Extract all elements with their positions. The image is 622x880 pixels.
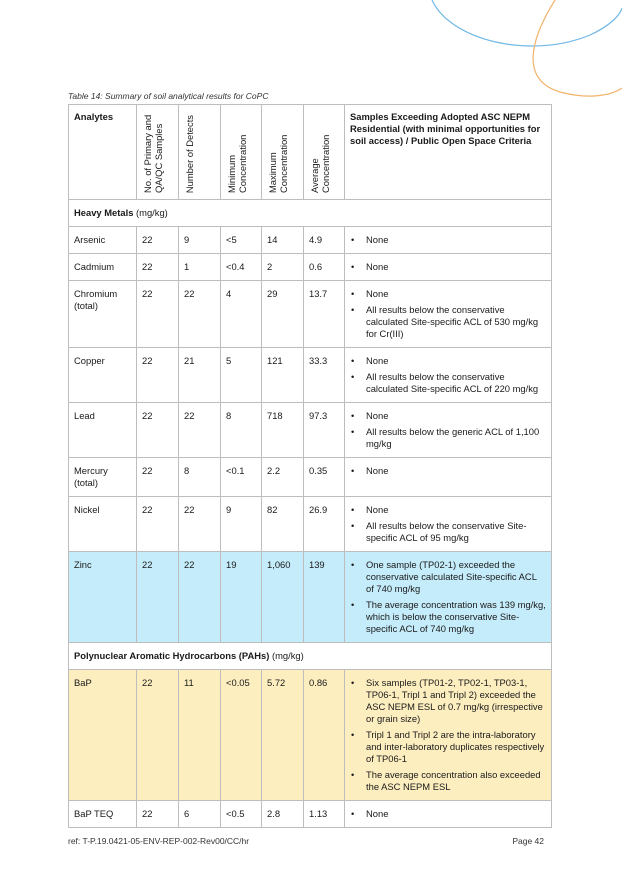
min-cell: 8 bbox=[221, 403, 262, 458]
header-num-detects: Number of Detects bbox=[179, 105, 221, 200]
samples-cell: 22 bbox=[137, 801, 179, 828]
samples-cell: 22 bbox=[137, 458, 179, 497]
table-row bbox=[69, 227, 552, 254]
section-heading bbox=[69, 643, 552, 670]
avg-cell: 26.9 bbox=[304, 497, 345, 552]
detects-cell: 22 bbox=[179, 552, 221, 643]
notes-list bbox=[350, 234, 546, 246]
avg-cell: 97.3 bbox=[304, 403, 345, 458]
notes-cell bbox=[345, 670, 552, 801]
blue-arc bbox=[432, 0, 622, 46]
detects-cell: 11 bbox=[179, 670, 221, 801]
analyte-cell: BaP TEQ bbox=[69, 801, 137, 828]
samples-cell: 22 bbox=[137, 497, 179, 552]
notes-list bbox=[350, 261, 546, 273]
max-cell: 5.72 bbox=[262, 670, 304, 801]
max-cell: 718 bbox=[262, 403, 304, 458]
notes-cell bbox=[345, 497, 552, 552]
notes-list bbox=[350, 504, 546, 544]
min-cell: <0.5 bbox=[221, 801, 262, 828]
detects-cell: 22 bbox=[179, 497, 221, 552]
table-caption: Table 14: Summary of soil analytical results for CoPC bbox=[68, 91, 269, 101]
samples-cell: 22 bbox=[137, 670, 179, 801]
max-cell: 2.8 bbox=[262, 801, 304, 828]
detects-cell: 22 bbox=[179, 403, 221, 458]
note-item: • None bbox=[350, 261, 546, 273]
analyte-cell: Copper bbox=[69, 348, 137, 403]
section-row bbox=[69, 200, 552, 227]
detects-cell: 22 bbox=[179, 281, 221, 348]
analyte-cell: Mercury (total) bbox=[69, 458, 137, 497]
samples-cell: 22 bbox=[137, 281, 179, 348]
note-item: • All results below the conservative calculated Site-specific ACL of 220 mg/kg bbox=[350, 371, 546, 395]
min-cell: <5 bbox=[221, 227, 262, 254]
detects-cell: 9 bbox=[179, 227, 221, 254]
min-cell: <0.1 bbox=[221, 458, 262, 497]
samples-cell: 22 bbox=[137, 227, 179, 254]
min-cell: <0.05 bbox=[221, 670, 262, 801]
notes-cell bbox=[345, 227, 552, 254]
max-cell: 1,060 bbox=[262, 552, 304, 643]
note-item: • None bbox=[350, 355, 546, 367]
min-cell: 9 bbox=[221, 497, 262, 552]
max-cell: 29 bbox=[262, 281, 304, 348]
header-min-conc: Minimum Concentration bbox=[221, 105, 262, 200]
notes-list bbox=[350, 465, 546, 477]
analyte-cell: Chromium (total) bbox=[69, 281, 137, 348]
section-title: Polynuclear Aromatic Hydrocarbons (PAHs) bbox=[74, 650, 270, 661]
min-cell: <0.4 bbox=[221, 254, 262, 281]
max-cell: 14 bbox=[262, 227, 304, 254]
avg-cell: 0.35 bbox=[304, 458, 345, 497]
note-item: • None bbox=[350, 410, 546, 422]
note-item: • Six samples (TP01-2, TP02-1, TP03-1, TP06-1, Tripl 1 and Tripl 2) exceeded the ASC NEPM ESL of 0.7 mg/kg (irrespective or grain size) bbox=[350, 677, 546, 725]
header-avg-conc: Average Concentration bbox=[304, 105, 345, 200]
avg-cell: 139 bbox=[304, 552, 345, 643]
table-row bbox=[69, 801, 552, 828]
notes-cell bbox=[345, 254, 552, 281]
note-item: • None bbox=[350, 234, 546, 246]
notes-list bbox=[350, 677, 546, 793]
section-unit: (mg/kg) bbox=[136, 207, 168, 218]
avg-cell: 4.9 bbox=[304, 227, 345, 254]
section-heading bbox=[69, 200, 552, 227]
table-row bbox=[69, 670, 552, 801]
samples-cell: 22 bbox=[137, 348, 179, 403]
table-row bbox=[69, 281, 552, 348]
max-cell: 121 bbox=[262, 348, 304, 403]
notes-cell bbox=[345, 552, 552, 643]
analyte-cell: Cadmium bbox=[69, 254, 137, 281]
header-analytes: Analytes bbox=[69, 105, 137, 200]
notes-list bbox=[350, 559, 546, 635]
note-item: • All results below the generic ACL of 1,100 mg/kg bbox=[350, 426, 546, 450]
analyte-cell: Arsenic bbox=[69, 227, 137, 254]
table-row bbox=[69, 348, 552, 403]
table-row bbox=[69, 497, 552, 552]
detects-cell: 8 bbox=[179, 458, 221, 497]
analyte-cell: BaP bbox=[69, 670, 137, 801]
orange-arc bbox=[533, 0, 622, 96]
notes-cell bbox=[345, 348, 552, 403]
note-item: • None bbox=[350, 465, 546, 477]
max-cell: 2 bbox=[262, 254, 304, 281]
notes-list bbox=[350, 808, 546, 820]
notes-cell bbox=[345, 458, 552, 497]
min-cell: 5 bbox=[221, 348, 262, 403]
avg-cell: 1.13 bbox=[304, 801, 345, 828]
note-item: • One sample (TP02-1) exceeded the conservative calculated Site-specific ACL of 740 mg/kg bbox=[350, 559, 546, 595]
samples-cell: 22 bbox=[137, 254, 179, 281]
header-max-conc: Maximum Concentration bbox=[262, 105, 304, 200]
table-row bbox=[69, 458, 552, 497]
analyte-cell: Lead bbox=[69, 403, 137, 458]
note-item: • All results below the conservative calculated Site-specific ACL of 530 mg/kg for Cr(III) bbox=[350, 304, 546, 340]
max-cell: 2.2 bbox=[262, 458, 304, 497]
detects-cell: 6 bbox=[179, 801, 221, 828]
header-row bbox=[69, 105, 552, 200]
header-num-samples: No. of Primary and QA/QC Samples bbox=[137, 105, 179, 200]
avg-cell: 0.6 bbox=[304, 254, 345, 281]
notes-list bbox=[350, 288, 546, 340]
table-row bbox=[69, 254, 552, 281]
note-item: • Tripl 1 and Tripl 2 are the intra-laboratory and inter-laboratory duplicates respectively of TP06-1 bbox=[350, 729, 546, 765]
section-title: Heavy Metals bbox=[74, 207, 134, 218]
notes-cell bbox=[345, 281, 552, 348]
note-item: • The average concentration was 139 mg/kg, which is below the conservative Site-specific ACL of 740 mg/kg bbox=[350, 599, 546, 635]
min-cell: 4 bbox=[221, 281, 262, 348]
notes-list bbox=[350, 410, 546, 450]
results-table bbox=[68, 104, 552, 828]
max-cell: 82 bbox=[262, 497, 304, 552]
table-row bbox=[69, 403, 552, 458]
header-exceeding: Samples Exceeding Adopted ASC NEPM Residential (with minimal opportunities for soil access) / Public Open Space Criteria bbox=[345, 105, 552, 200]
section-row bbox=[69, 643, 552, 670]
footer-reference: ref: T-P.19.0421-05-ENV-REP-002-Rev00/CC/hr bbox=[68, 836, 250, 846]
detects-cell: 21 bbox=[179, 348, 221, 403]
avg-cell: 33.3 bbox=[304, 348, 345, 403]
note-item: • The average concentration also exceeded the ASC NEPM ESL bbox=[350, 769, 546, 793]
min-cell: 19 bbox=[221, 552, 262, 643]
notes-cell bbox=[345, 801, 552, 828]
analyte-cell: Zinc bbox=[69, 552, 137, 643]
samples-cell: 22 bbox=[137, 403, 179, 458]
footer-page-number: Page 42 bbox=[512, 836, 544, 846]
notes-list bbox=[350, 355, 546, 395]
avg-cell: 13.7 bbox=[304, 281, 345, 348]
decorative-curves bbox=[0, 0, 622, 120]
notes-cell bbox=[345, 403, 552, 458]
note-item: • None bbox=[350, 808, 546, 820]
samples-cell: 22 bbox=[137, 552, 179, 643]
section-unit: (mg/kg) bbox=[271, 650, 304, 661]
note-item: • None bbox=[350, 504, 546, 516]
note-item: • All results below the conservative Site-specific ACL of 95 mg/kg bbox=[350, 520, 546, 544]
note-item: • None bbox=[350, 288, 546, 300]
avg-cell: 0.86 bbox=[304, 670, 345, 801]
table-row bbox=[69, 552, 552, 643]
analyte-cell: Nickel bbox=[69, 497, 137, 552]
detects-cell: 1 bbox=[179, 254, 221, 281]
